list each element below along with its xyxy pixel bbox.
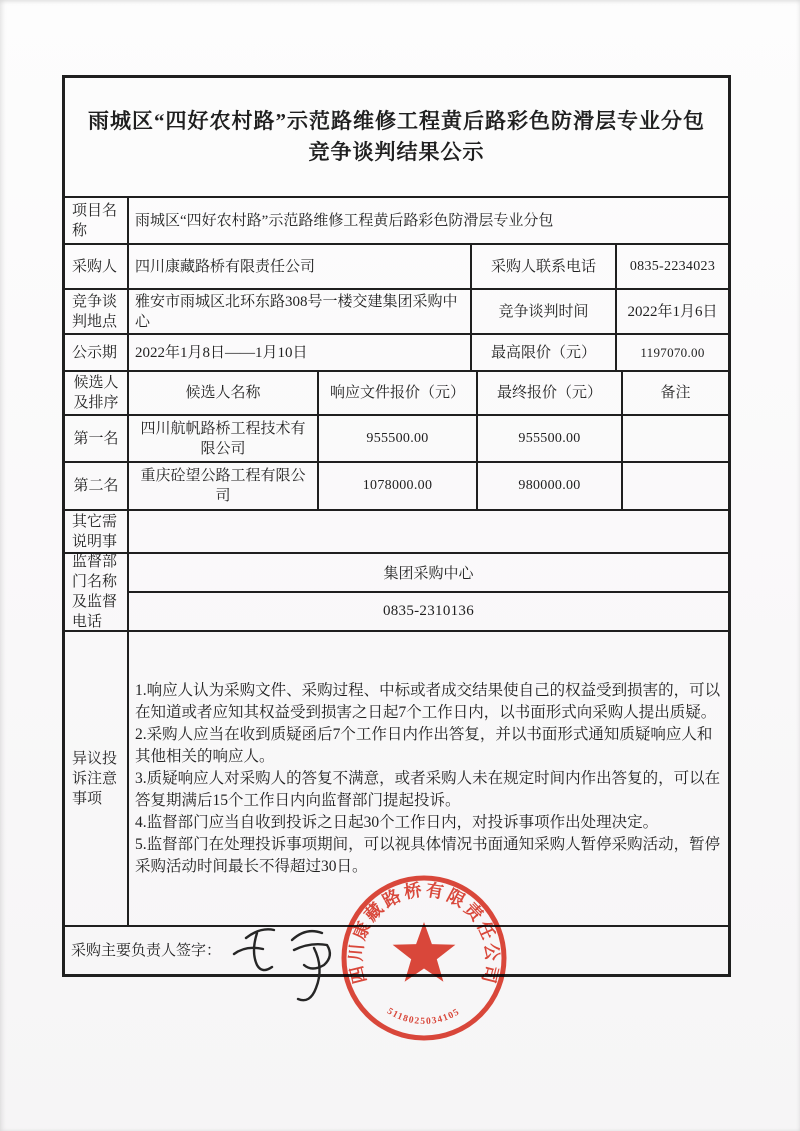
negotiation-time-label: 竞争谈判时间 [472, 290, 617, 333]
candidate-2-remark [623, 463, 728, 509]
stamp-number-text: 5118025034105 [385, 1006, 462, 1028]
row-other-notes [65, 511, 728, 554]
stamp-company-text: 四川康藏路桥有限责任公司 [345, 879, 503, 986]
purchaser-value: 四川康藏路桥有限责任公司 [129, 245, 472, 288]
objection-item-5: 5.监督部门在处理投诉事项期间，可以视具体情况书面通知采购人暂停采购活动，暂停采购活动时间最长不得超过30日。 [135, 835, 721, 875]
title-line-1: 雨城区“四好农村路”示范路维修工程黄后路彩色防滑层专业分包 [88, 109, 705, 133]
publicity-label: 公示期 [65, 335, 129, 370]
candidate-row-1 [65, 416, 728, 463]
svg-text:5118025034105 [385, 1007, 462, 1027]
candidate-2-final: 980000.00 [478, 463, 623, 509]
announcement-table [62, 75, 731, 977]
supervision-label: 监督部门名称及监督电话 [65, 554, 129, 630]
candidates-name-header: 候选人名称 [129, 372, 319, 414]
other-notes-label: 其它需说明事 [65, 511, 129, 552]
row-negotiation [65, 290, 728, 335]
candidate-2-bid: 1078000.00 [319, 463, 478, 509]
row-publicity [65, 335, 728, 372]
other-notes-value [129, 511, 728, 552]
objection-item-3: 3.质疑响应人对采购人的答复不满意，或者采购人未在规定时间内作出答复的，可以在答复期满后15个工作日内向监督部门提起投诉。 [135, 769, 721, 809]
objection-item-1: 1.响应人认为采购文件、采购过程、中标或者成交结果使自己的权益受到损害的，可以在知道或者应知其权益受到损害之日起7个工作日内，以书面形式向采购人提出质疑。 [135, 681, 721, 721]
purchaser-label: 采购人 [65, 245, 129, 288]
project-name-label: 项目名称 [65, 198, 129, 243]
document-title [65, 78, 728, 198]
candidates-bid-header: 响应文件报价（元） [319, 372, 478, 414]
title-line-2: 竞争谈判结果公示 [308, 140, 485, 164]
supervision-dept: 集团采购中心 [129, 554, 728, 593]
candidate-1-final: 955500.00 [478, 416, 623, 461]
objection-item-2: 2.采购人应当在收到质疑函后7个工作日内作出答复，并以书面形式通知质疑响应人和其他相关的响应人。 [135, 725, 713, 765]
negotiation-time-value: 2022年1月6日 [627, 303, 718, 320]
max-price-value: 1197070.00 [640, 344, 705, 360]
company-seal-stamp [324, 858, 524, 1058]
candidate-row-2 [65, 463, 728, 511]
row-purchaser [65, 245, 728, 290]
row-supervision [65, 554, 728, 632]
supervision-values [129, 554, 728, 630]
supervision-phone: 0835-2310136 [382, 603, 475, 619]
candidate-1-remark [623, 416, 728, 461]
candidate-2-rank: 第二名 [65, 463, 129, 509]
candidates-remark-header: 备注 [660, 385, 691, 401]
negotiation-place-value: 雅安市雨城区北环东路308号一楼交建集团采购中心 [129, 290, 472, 333]
candidates-header-row [65, 372, 728, 416]
objection-label: 异议投诉注意事项 [65, 632, 129, 925]
candidates-rank-header: 候选人及排序 [65, 372, 129, 414]
row-project-name [65, 198, 728, 245]
candidate-1-bid: 955500.00 [319, 416, 478, 461]
candidate-1-rank: 第一名 [65, 416, 129, 461]
candidates-final-header: 最终报价（元） [478, 372, 623, 414]
max-price-label: 最高限价（元） [472, 335, 617, 370]
candidate-1-name: 四川航帆路桥工程技术有限公司 [129, 416, 319, 461]
purchaser-phone-label: 采购人联系电话 [472, 245, 617, 288]
signature-label: 采购主要负责人签字： [71, 942, 222, 959]
publicity-value: 2022年1月8日——1月10日 [129, 335, 472, 370]
purchaser-phone-value: 0835-2234023 [629, 258, 716, 274]
project-name-value: 雨城区“四好农村路”示范路维修工程黄后路彩色防滑层专业分包 [135, 212, 554, 229]
candidate-2-name: 重庆砼望公路工程有限公司 [129, 463, 319, 509]
stamp-star-icon [393, 922, 456, 982]
negotiation-place-label: 竞争谈判地点 [65, 290, 129, 333]
objection-item-4: 4.监督部门应当自收到投诉之日起30个工作日内，对投诉事项作出处理决定。 [135, 813, 659, 831]
